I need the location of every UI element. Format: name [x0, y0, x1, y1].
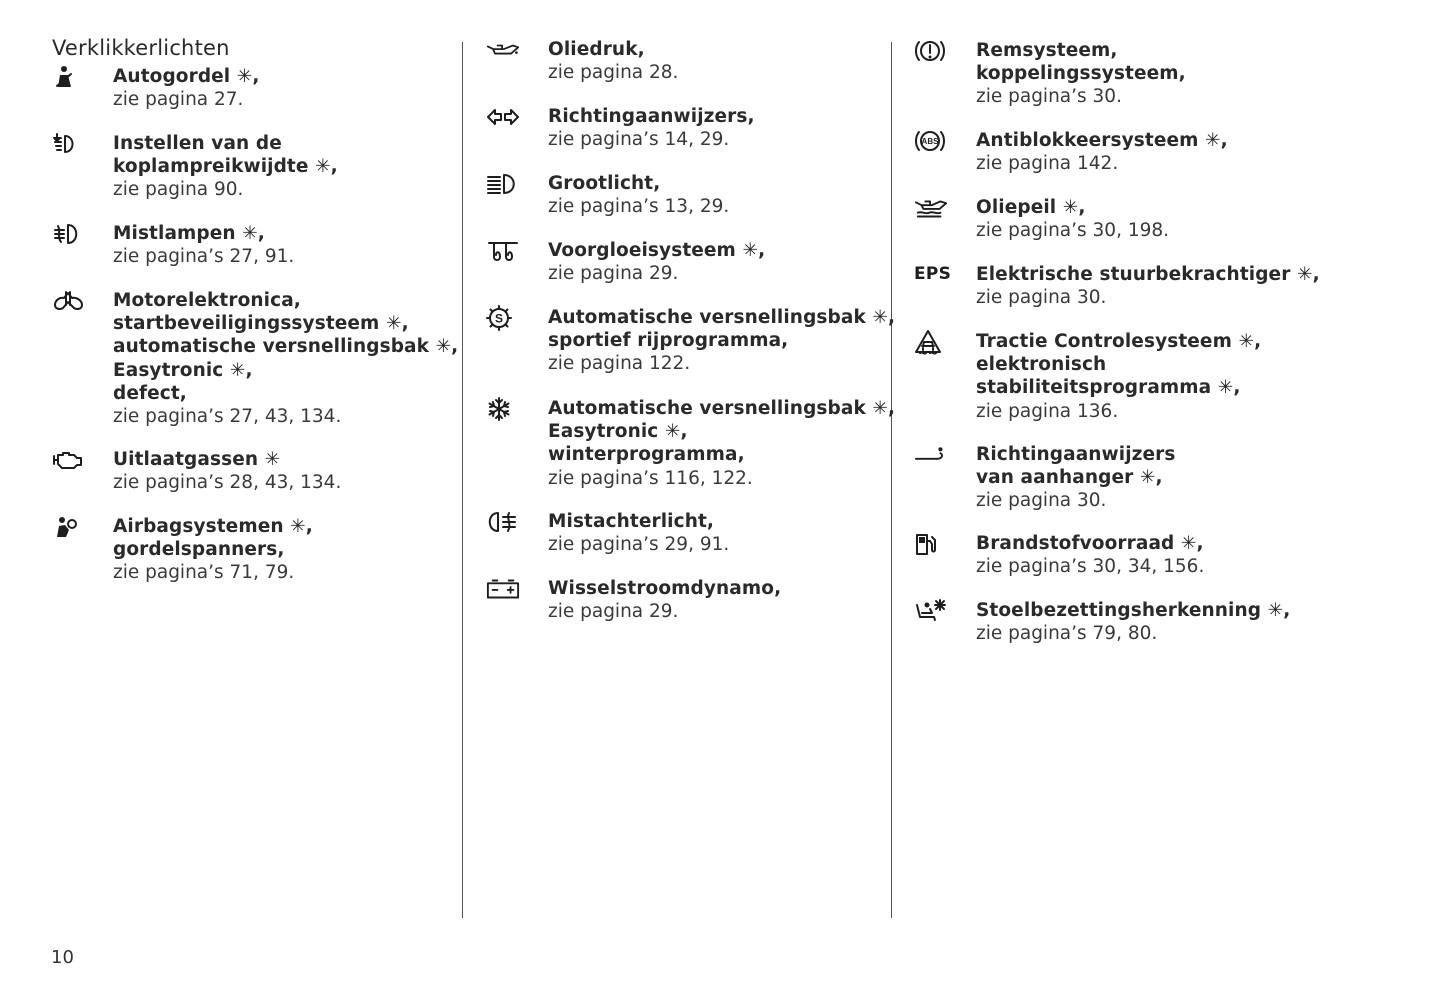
page-number: 10 — [51, 947, 74, 968]
indicator-text — [548, 38, 678, 84]
indicator-title-line: Motorelektronica, — [113, 290, 301, 311]
indicator-text — [113, 448, 341, 494]
sport-mode-icon — [486, 306, 520, 330]
page-reference: zie pagina 28. — [548, 62, 679, 84]
indicator-text — [113, 515, 313, 585]
indicator-title-line: Mistlampen ✳, — [113, 223, 265, 244]
indicator-text — [548, 510, 729, 556]
indicator-title-line: Automatische versnellingsbak ✳, — [548, 307, 896, 328]
eps-icon — [914, 263, 952, 287]
trailer-signal-icon — [914, 443, 948, 467]
indicator-text — [976, 330, 1261, 423]
indicator-text — [976, 532, 1204, 578]
page-reference: zie pagina’s 14, 29. — [548, 129, 730, 151]
airbag-icon — [52, 515, 86, 539]
indicator-text — [548, 577, 781, 623]
indicator-title-line: Airbagsystemen ✳, — [113, 516, 313, 537]
indicator-title-line: Stoelbezettingsherkenning ✳, — [976, 600, 1291, 621]
indicator-text — [113, 222, 294, 268]
page-reference: zie pagina 90. — [113, 179, 244, 201]
page-reference: zie pagina 29. — [548, 601, 679, 623]
page-reference: zie pagina 142. — [976, 153, 1119, 175]
page-reference: zie pagina’s 27, 43, 134. — [113, 406, 342, 428]
indicator-text — [548, 172, 729, 218]
indicator-title-line: gordelspanners, — [113, 539, 285, 561]
indicator-title-line: Voorgloeisysteem ✳, — [548, 240, 766, 261]
page-title: Verklikkerlichten — [52, 36, 230, 60]
indicator-text — [976, 599, 1290, 645]
svg-text:S: S — [494, 311, 504, 326]
snowflake-icon — [486, 397, 520, 421]
indicator-title-line: defect, — [113, 382, 187, 404]
abs-icon — [914, 129, 948, 153]
indicator-title-line: Tractie Controlesysteem ✳, — [976, 331, 1262, 352]
page-reference: zie pagina 136. — [976, 400, 1119, 422]
page-reference: zie pagina’s 71, 79. — [113, 562, 295, 584]
page-reference: zie pagina’s 30, 34, 156. — [976, 556, 1205, 578]
indicator-title-line: koplampreikwijdte ✳, — [113, 156, 338, 178]
page-reference: zie pagina’s 29, 91. — [548, 534, 730, 556]
indicator-text — [113, 132, 338, 202]
page-reference: zie pagina 30. — [976, 490, 1107, 512]
indicator-title-line: van aanhanger ✳, — [976, 467, 1163, 489]
brake-warning-icon — [914, 39, 948, 63]
glow-plug-icon — [486, 239, 520, 263]
indicator-title-line: winterprogramma, — [548, 444, 745, 466]
indicator-title-line: Oliepeil ✳, — [976, 197, 1086, 218]
indicator-text — [976, 263, 1320, 309]
page-reference: zie pagina’s 30, 198. — [976, 220, 1170, 242]
indicator-title-line: Elektrische stuurbekrachtiger ✳, — [976, 264, 1320, 285]
indicator-title-line: automatische versnellingsbak ✳, — [113, 336, 459, 358]
indicator-title-line: Richtingaanwijzers — [976, 444, 1176, 465]
page-reference: zie pagina 30. — [976, 287, 1107, 309]
indicator-title-line: Brandstofvoorraad ✳, — [976, 533, 1204, 554]
icon-label: EPS — [914, 264, 952, 285]
indicator-title-line: Autogordel ✳, — [113, 66, 260, 87]
indicator-text — [548, 239, 765, 285]
indicator-title-line: Wisselstroomdynamo, — [548, 578, 782, 599]
indicator-title-line: Antiblokkeersysteem ✳, — [976, 130, 1228, 151]
page-reference: zie pagina’s 28, 43, 134. — [113, 472, 342, 494]
traction-control-icon — [914, 330, 948, 354]
indicator-title-line: elektronisch — [976, 354, 1107, 376]
indicator-title-line: startbeveiligingssysteem ✳, — [113, 313, 409, 335]
indicator-title-line: stabiliteitsprogramma ✳, — [976, 377, 1241, 399]
page-reference: zie pagina’s 30. — [976, 86, 1122, 108]
headlight-range-icon — [52, 132, 86, 156]
high-beam-icon — [486, 172, 520, 196]
engine-electronics-icon — [52, 289, 86, 313]
page-reference: zie pagina’s 79, 80. — [976, 623, 1158, 645]
indicator-title-line: Easytronic ✳, — [113, 359, 253, 381]
indicator-title-line: koppelingssysteem, — [976, 63, 1186, 85]
indicator-text — [976, 196, 1169, 242]
indicator-title-line: Uitlaatgassen ✳ — [113, 449, 281, 470]
indicator-title-line: Mistachterlicht, — [548, 511, 715, 532]
indicator-title-line: Instellen van de — [113, 133, 282, 154]
indicator-text — [976, 39, 1186, 109]
fuel-pump-icon — [914, 532, 948, 556]
seatbelt-icon — [52, 65, 86, 89]
page-reference: zie pagina’s 116, 122. — [548, 467, 753, 489]
page-reference: zie pagina 29. — [548, 263, 679, 285]
indicator-title-line: Easytronic ✳, — [548, 421, 688, 443]
indicator-title-line: Automatische versnellingsbak ✳, — [548, 398, 896, 419]
svg-text:ABS: ABS — [921, 137, 939, 146]
indicator-title-line: sportief rijprogramma, — [548, 330, 789, 352]
indicator-text — [113, 65, 260, 111]
exhaust-engine-icon — [52, 448, 86, 472]
fog-light-icon — [52, 222, 86, 246]
column-divider-1 — [462, 42, 463, 918]
battery-icon — [486, 577, 520, 601]
page-reference: zie pagina’s 13, 29. — [548, 196, 730, 218]
rear-fog-light-icon — [486, 510, 520, 534]
page-reference: zie pagina 27. — [113, 89, 244, 111]
indicator-title-line: Oliedruk, — [548, 39, 645, 60]
turn-signal-icon — [486, 105, 520, 129]
indicator-text — [113, 289, 458, 428]
oil-level-icon — [914, 196, 948, 220]
indicator-title-line: Grootlicht, — [548, 173, 661, 194]
indicator-title-line: Remsysteem, — [976, 40, 1118, 61]
page-reference: zie pagina 122. — [548, 353, 691, 375]
indicator-text — [548, 397, 895, 490]
indicator-text — [976, 443, 1175, 513]
indicator-title-line: Richtingaanwijzers, — [548, 106, 755, 127]
indicator-text — [976, 129, 1228, 175]
oil-pressure-icon — [486, 38, 520, 62]
seat-occupancy-icon — [914, 599, 948, 623]
indicator-text — [548, 306, 895, 376]
indicator-text — [548, 105, 755, 151]
page-reference: zie pagina’s 27, 91. — [113, 246, 295, 268]
